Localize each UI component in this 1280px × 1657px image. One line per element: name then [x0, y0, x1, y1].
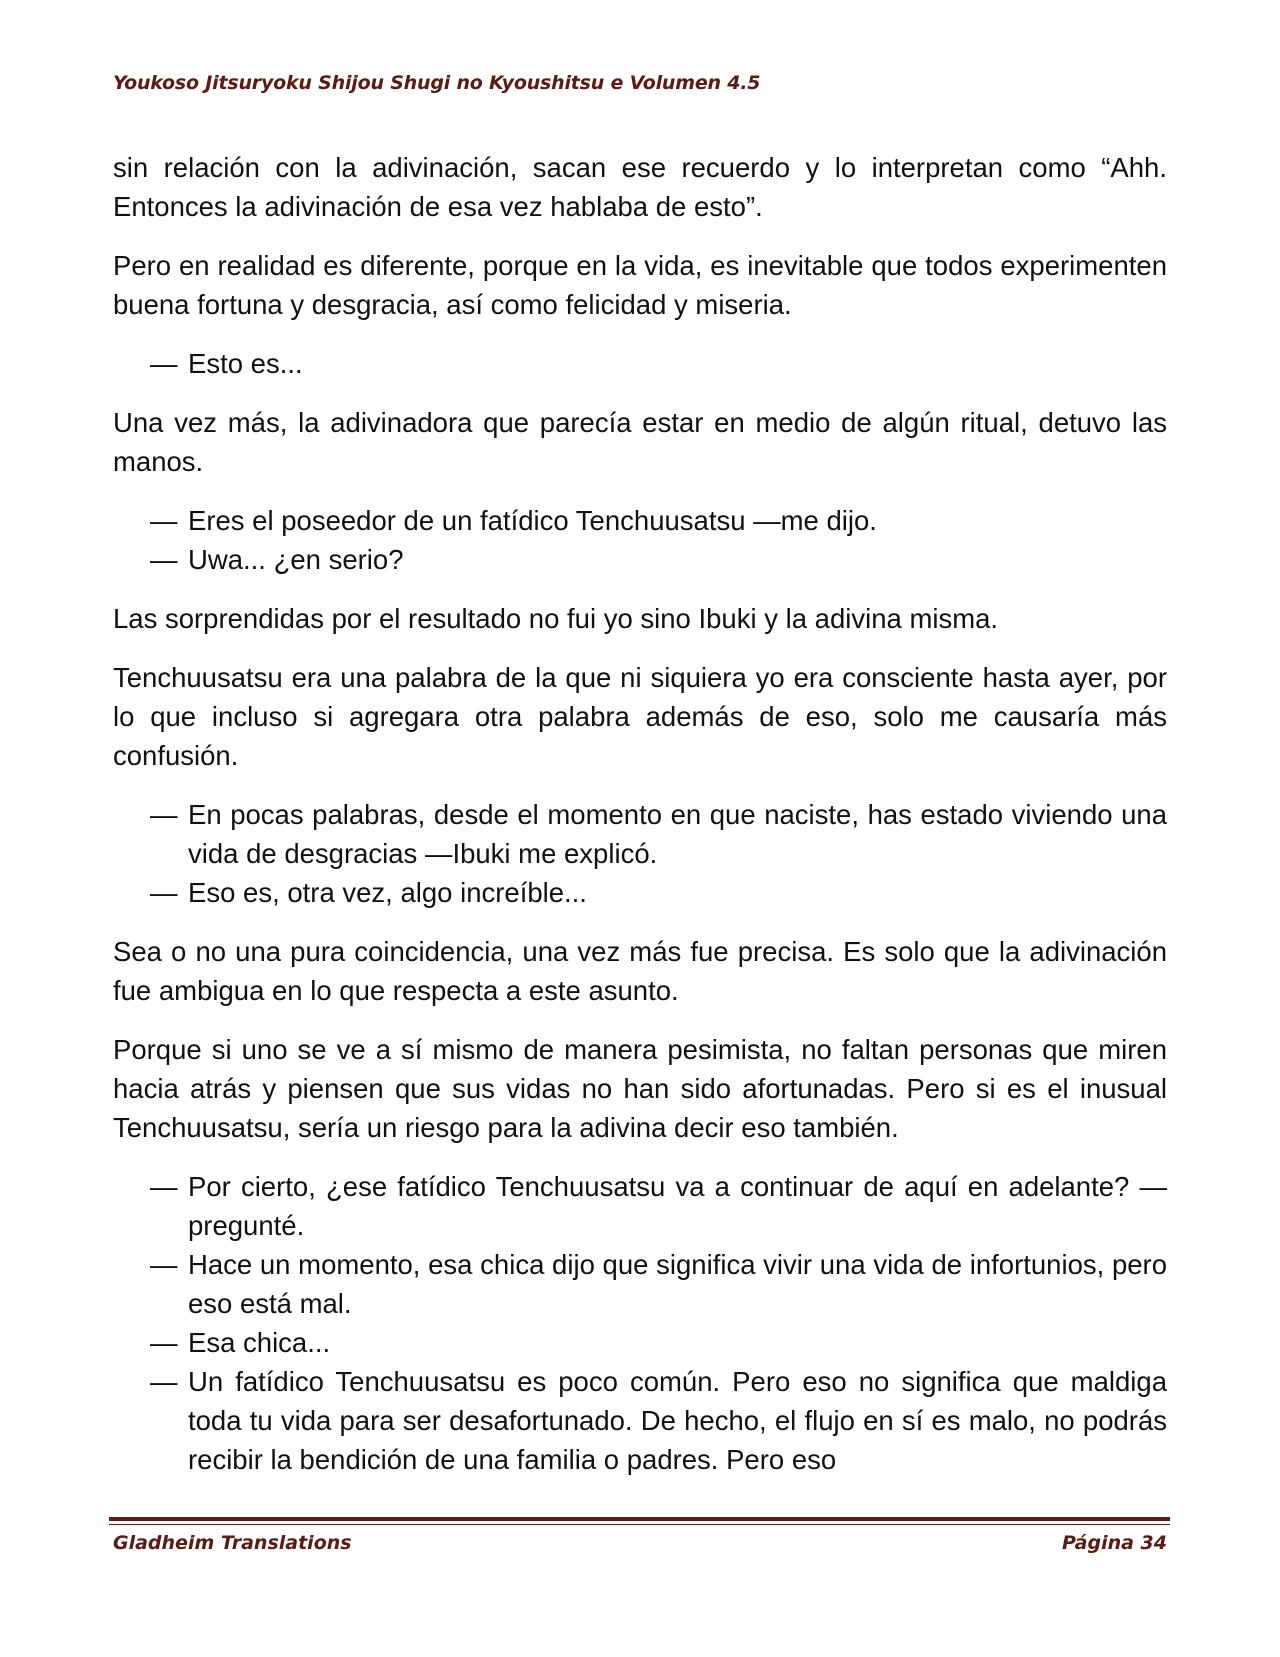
- paragraph: Sea o no una pura coincidencia, una vez más fue precisa. Es solo que la adivinación fue ambigua en lo que respecta a este asunto.: [113, 936, 1167, 1006]
- dialog-dash: —: [150, 505, 178, 536]
- dialog-dash: —: [150, 348, 178, 379]
- dialog-line: [113, 1245, 1167, 1323]
- dialog-text: Un fatídico Tenchuusatsu es poco común. Pero eso no significa que maldiga toda tu vida para ser desafortunado. De hecho, el flujo en sí es malo, no podrás recibir la bendición de una familia o padres. Pero eso: [188, 1366, 1167, 1475]
- dialog-line: [113, 1323, 1167, 1362]
- footer-divider: [109, 1517, 1170, 1521]
- footer-divider-thin: [109, 1524, 1170, 1525]
- dialog-line: [113, 873, 1167, 912]
- footer-page-number: Página 34: [1061, 1532, 1167, 1554]
- dialog-text: Eso es, otra vez, algo increíble...: [188, 877, 587, 908]
- dialog-group: [113, 795, 1167, 912]
- dialog-group: [113, 501, 1167, 579]
- dialog-text: Hace un momento, esa chica dijo que significa vivir una vida de infortunios, pero eso está mal.: [188, 1249, 1167, 1319]
- dialog-dash: —: [150, 1249, 178, 1280]
- dialog-text: Esa chica...: [188, 1327, 331, 1358]
- dialog-text: Por cierto, ¿ese fatídico Tenchuusatsu va a continuar de aquí en adelante? —pregunté.: [188, 1171, 1167, 1241]
- dialog-line: [113, 1167, 1167, 1245]
- paragraph: Tenchuusatsu era una palabra de la que ni siquiera yo era consciente hasta ayer, por lo que incluso si agregara otra palabra además de eso, solo me causaría más confusión.: [113, 662, 1167, 771]
- dialog-line: [113, 540, 1167, 579]
- dialog-text: Uwa... ¿en serio?: [188, 544, 404, 575]
- dialog-dash: —: [150, 544, 178, 575]
- dialog-line: [113, 1362, 1167, 1479]
- dialog-dash: —: [150, 877, 178, 908]
- dialog-text: Esto es...: [188, 348, 303, 379]
- dialog-line: [113, 501, 1167, 540]
- dialog-line: [113, 795, 1167, 873]
- dialog-line: [113, 344, 1167, 383]
- body-text: [113, 148, 1167, 1499]
- dialog-dash: —: [150, 799, 178, 830]
- page-header-title: Youkoso Jitsuryoku Shijou Shugi no Kyoushitsu e Volumen 4.5: [113, 72, 761, 94]
- footer-translator-credit: Gladheim Translations: [113, 1532, 352, 1554]
- paragraph: Una vez más, la adivinadora que parecía estar en medio de algún ritual, detuvo las manos.: [113, 407, 1167, 477]
- paragraph: sin relación con la adivinación, sacan ese recuerdo y lo interpretan como “Ahh. Entonces la adivinación de esa vez hablaba de esto”.: [113, 152, 1167, 222]
- dialog-dash: —: [150, 1171, 178, 1202]
- dialog-text: Eres el poseedor de un fatídico Tenchuusatsu —me dijo.: [188, 505, 877, 536]
- paragraph: Las sorprendidas por el resultado no fui yo sino Ibuki y la adivina misma.: [113, 603, 999, 634]
- dialog-dash: —: [150, 1366, 178, 1397]
- dialog-text: En pocas palabras, desde el momento en que naciste, has estado viviendo una vida de desgracias —Ibuki me explicó.: [188, 799, 1167, 869]
- paragraph: Porque si uno se ve a sí mismo de manera pesimista, no faltan personas que miren hacia atrás y piensen que sus vidas no han sido afortunadas. Pero si es el inusual Tenchuusatsu, sería un riesgo para la adivina decir eso también.: [113, 1034, 1167, 1143]
- dialog-group: [113, 344, 1167, 383]
- dialog-dash: —: [150, 1327, 178, 1358]
- paragraph: Pero en realidad es diferente, porque en la vida, es inevitable que todos experimenten buena fortuna y desgracia, así como felicidad y miseria.: [113, 250, 1167, 320]
- dialog-group: [113, 1167, 1167, 1479]
